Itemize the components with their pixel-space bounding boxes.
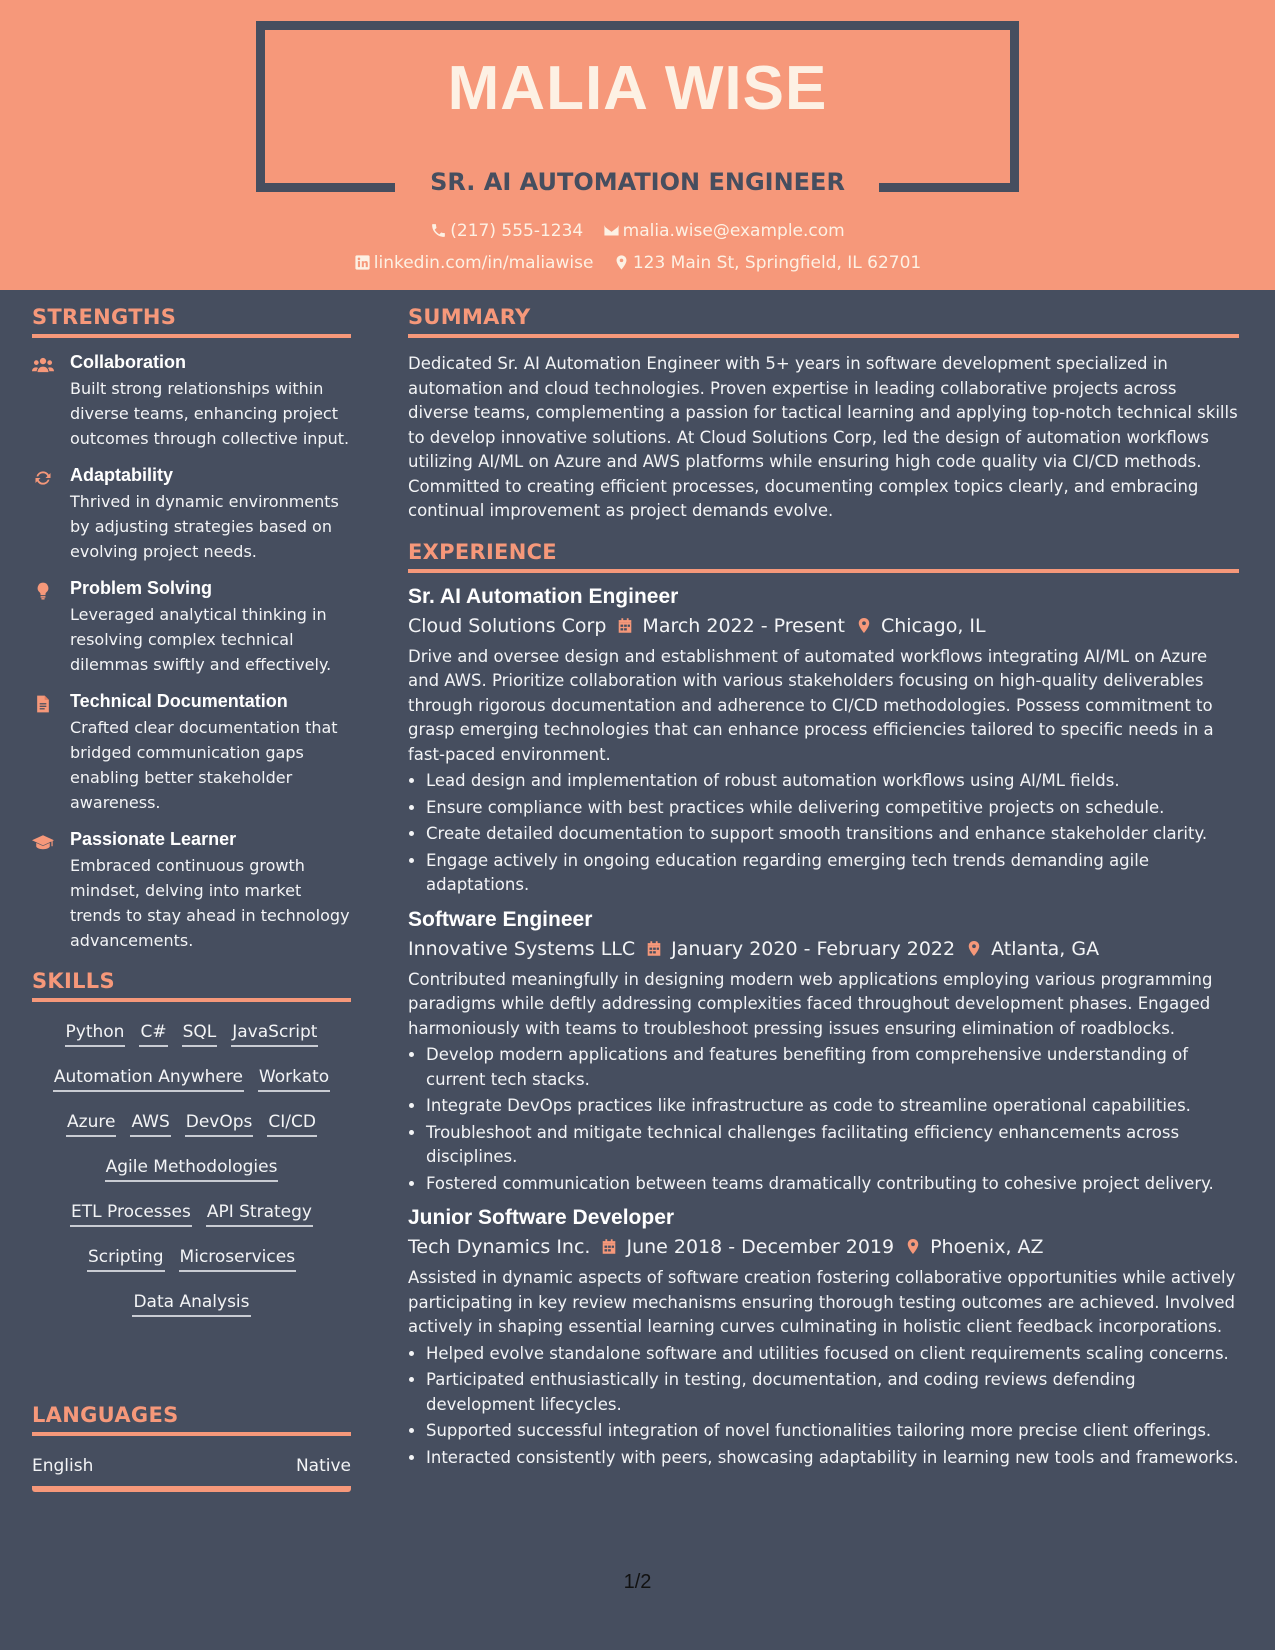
calendar-icon [645, 939, 663, 958]
job-description: Drive and oversee design and establishment of automated workflows integrating AI/ML on Azure and AWS. Prioritize collaboration with various stakeholders focusing on high-quality deliverables through rigorous documentation and adherence to CI/CD methodologies. Possess commitment to grasp emerging technologies that can enhance process efficiencies tailored to specific needs in a fast-paced environment. [408, 646, 1214, 764]
skill-tag: SQL [182, 1019, 218, 1047]
skill-tag: Agile Methodologies [105, 1154, 279, 1182]
address-text: 123 Main St, Springfield, IL 62701 [632, 253, 922, 273]
job-bullet: • Interacted consistently with peers, showcasing adaptability in learning new tools and frameworks. [426, 1446, 1239, 1471]
skills-list [32, 1016, 351, 1331]
contact-row-2 [0, 253, 1275, 273]
strengths-heading: STRENGTHS [32, 305, 351, 338]
strength-item [32, 465, 351, 564]
strength-title: Technical Documentation [70, 691, 288, 711]
skills-section [32, 969, 351, 1331]
strength-desc: Crafted clear documentation that bridged communication gaps enabling better stakeholder awareness. [70, 718, 338, 812]
map-pin-icon [855, 616, 873, 635]
contact-row-1 [0, 221, 1275, 241]
job-company: Cloud Solutions Corp [408, 614, 607, 637]
job-bullet: • Create detailed documentation to support smooth transitions and enhance stakeholder clarity. [426, 822, 1239, 847]
email-contact[interactable] [603, 221, 845, 241]
job-bullet: • Lead design and implementation of robust automation workflows using AI/ML fields. [426, 769, 1239, 794]
job-company: Tech Dynamics Inc. [408, 1236, 591, 1258]
linkedin-contact[interactable] [354, 253, 594, 273]
map-pin-icon [965, 939, 983, 958]
languages-heading: LANGUAGES [32, 1403, 351, 1436]
phone-contact[interactable] [430, 221, 583, 241]
job-dates: March 2022 - Present [642, 614, 845, 637]
strength-desc: Leveraged analytical thinking in resolving complex technical dilemmas swiftly and effectively. [70, 605, 332, 674]
phone-text: (217) 555-1234 [450, 221, 584, 241]
left-column [32, 305, 351, 1331]
job-dates: June 2018 - December 2019 [626, 1236, 895, 1258]
strength-title: Adaptability [70, 465, 174, 485]
calendar-icon [600, 1237, 618, 1256]
skill-tag: Azure [66, 1109, 116, 1137]
job-bullets [408, 769, 1239, 898]
job-company: Innovative Systems LLC [408, 937, 636, 960]
language-name: English [32, 1456, 94, 1476]
strength-title: Passionate Learner [70, 829, 237, 849]
job-description: Assisted in dynamic aspects of software creation fostering collaborative opportunities while actively participating in key review mechanisms ensuring thorough testing outcomes are achieved. Involved actively in shaping essential learning curves culminating in holistic client feedback incorporations. [408, 1268, 1236, 1336]
job-bullet: • Develop modern applications and features benefiting from comprehensive understanding of current tech stacks. [426, 1043, 1239, 1092]
job-bullet: • Helped evolve standalone software and utilities focused on client requirements scaling concerns. [426, 1342, 1239, 1367]
language-row [32, 1450, 351, 1492]
map-pin-icon [904, 1237, 922, 1256]
language-level: Native [295, 1456, 351, 1476]
lightbulb-icon [32, 581, 54, 601]
job-meta [408, 1236, 1239, 1258]
job-position: Software Engineer [408, 907, 593, 931]
skill-tag: Microservices [179, 1244, 297, 1272]
linkedin-icon [354, 254, 371, 271]
skill-tag: C# [139, 1019, 167, 1047]
strength-title: Collaboration [70, 352, 186, 372]
skill-tag: JavaScript [231, 1019, 318, 1047]
job-location: Phoenix, AZ [930, 1236, 1044, 1258]
skill-tag: CI/CD [267, 1109, 317, 1137]
skill-tag: ETL Processes [70, 1199, 192, 1227]
job-bullets [408, 1342, 1239, 1471]
job-bullets [408, 1043, 1239, 1196]
job-bullet: • Ensure compliance with best practices while delivering competitive projects on schedule. [426, 796, 1239, 821]
map-pin-icon [613, 254, 630, 271]
skill-tag: API Strategy [206, 1199, 313, 1227]
strength-desc: Built strong relationships within diverse teams, enhancing project outcomes through collective input. [70, 379, 350, 448]
calendar-icon [616, 616, 634, 635]
job-bullet: • Integrate DevOps practices like infrastructure as code to streamline operational capabilities. [426, 1094, 1239, 1119]
job-bullet: • Fostered communication between teams dramatically contributing to cohesive project delivery. [426, 1172, 1239, 1197]
summary-text: Dedicated Sr. AI Automation Engineer with 5+ years in software development specialized in automation and cloud technologies. Proven expertise in leading collaborative projects across diverse teams, complementing a passion for tactical learning and applying top-notch technical skills to develop innovative solutions. At Cloud Solutions Corp, led the design of automation workflows utilizing AI/ML on Azure and AWS platforms while ensuring high code quality via CI/CD methods. Committed to creating efficient processes, documenting complex topics clearly, and embracing continual improvement as project demands evolve. [408, 354, 1238, 520]
strength-item [32, 829, 351, 953]
skill-tag: Workato [258, 1064, 330, 1092]
email-text: malia.wise@example.com [622, 221, 845, 241]
skill-tag: DevOps [185, 1109, 254, 1137]
job-location: Chicago, IL [880, 614, 986, 637]
job-bullet: • Participated enthusiastically in testing, documentation, and coding reviews defending development lifecycles. [426, 1368, 1239, 1417]
job-bullet: • Supported successful integration of novel functionalities tailoring more precise client offerings. [426, 1419, 1239, 1444]
job-entry [408, 585, 1239, 898]
strength-item [32, 578, 351, 677]
strength-desc: Thrived in dynamic environments by adjusting strategies based on evolving project needs. [70, 492, 339, 561]
right-column [408, 305, 1239, 1482]
experience-heading: EXPERIENCE [408, 540, 1239, 573]
skill-tag: AWS [130, 1109, 170, 1137]
header [0, 0, 1275, 290]
job-meta [408, 615, 1239, 637]
linkedin-text: linkedin.com/in/maliawise [373, 253, 594, 273]
job-position: Junior Software Developer [408, 1206, 675, 1229]
candidate-name: MALIA WISE [447, 54, 828, 123]
job-position: Sr. AI Automation Engineer [408, 584, 679, 608]
strength-item [32, 691, 351, 815]
sync-icon [32, 468, 54, 488]
skills-heading: SKILLS [32, 969, 351, 1002]
strength-item [32, 352, 351, 451]
languages-section [32, 1403, 351, 1492]
strength-title: Problem Solving [70, 578, 213, 598]
envelope-icon [603, 222, 620, 239]
skill-tag: Python [65, 1019, 126, 1047]
job-bullet: • Engage actively in ongoing education regarding emerging tech trends demanding agile adaptations. [426, 849, 1239, 898]
graduation-cap-icon [32, 832, 54, 852]
skill-tag: Data Analysis [132, 1289, 250, 1317]
job-meta [408, 938, 1239, 960]
skill-tag: Automation Anywhere [53, 1064, 244, 1092]
summary-heading: SUMMARY [408, 305, 1239, 338]
job-description: Contributed meaningfully in designing modern web applications employing various programming paradigms while deftly addressing complexities faced throughout development phases. Engaged harmoniously with teams to troubleshoot pressing issues ensuring elimination of roadblocks. [408, 969, 1213, 1038]
job-entry [408, 1206, 1239, 1470]
page-indicator: 1/2 [623, 1571, 652, 1593]
address-contact [613, 253, 921, 273]
users-icon [32, 355, 54, 375]
skill-tag: Scripting [87, 1244, 165, 1272]
job-location: Atlanta, GA [991, 937, 1100, 960]
job-bullet: • Troubleshoot and mitigate technical challenges facilitating efficiency enhancements across disciplines. [426, 1121, 1239, 1170]
phone-icon [430, 222, 447, 239]
job-dates: January 2020 - February 2022 [671, 937, 956, 960]
strength-desc: Embraced continuous growth mindset, delving into market trends to stay ahead in technology advancements. [70, 856, 350, 950]
job-entry [408, 908, 1239, 1197]
document-icon [32, 694, 54, 714]
job-title: SR. AI AUTOMATION ENGINEER [430, 168, 845, 196]
